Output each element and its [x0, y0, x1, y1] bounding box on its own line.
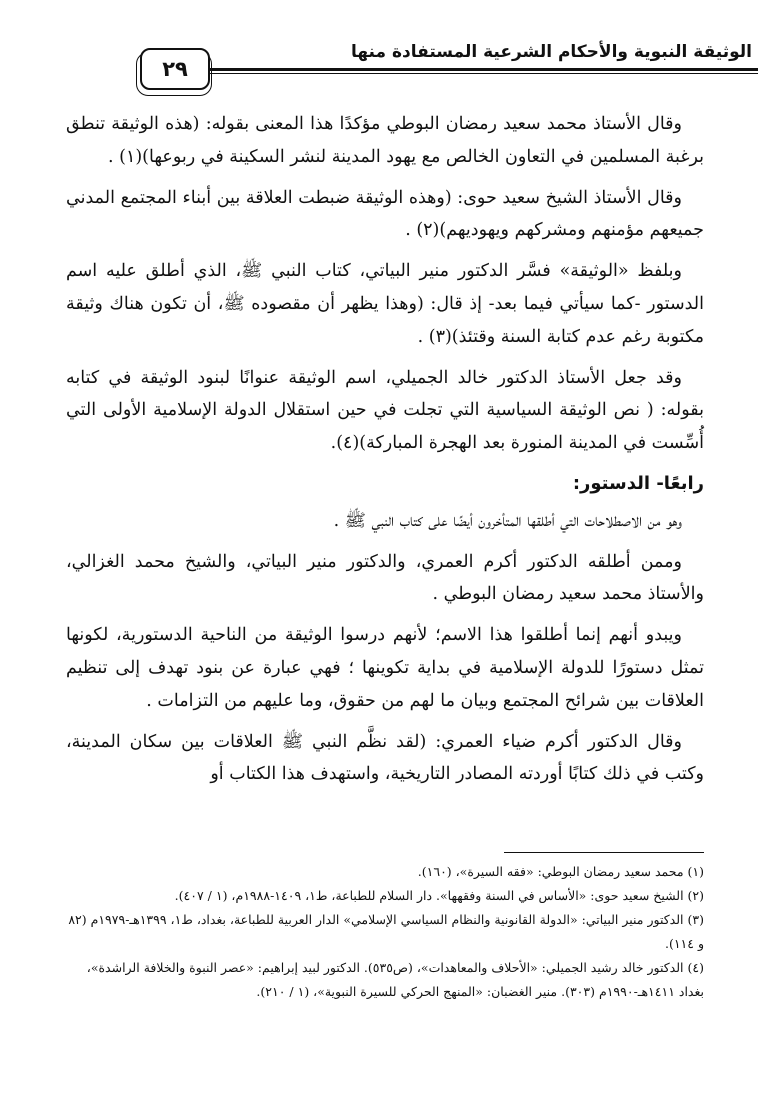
footnote: (٣) الدكتور منير البياتي: «الدولة القانونية والنظام السياسي الإسلامي» الدار العربية للطباعة، بغداد، ط١، ١٣٩٩هـ-١٩٧٩م (٨٢ و ١١٤). — [68, 912, 704, 951]
paragraph: وقال الدكتور أكرم ضياء العمري: (لقد نظَّم النبي ﷺ العلاقات بين سكان المدينة، وكتب في ذلك كتابًا أوردته المصادر التاريخية، واستهدف هذا الكتاب أو — [66, 731, 704, 785]
page-number: ٢٩ — [140, 48, 210, 90]
header-rule-thin — [166, 73, 758, 74]
footnote: (١) محمد سعيد رمضان البوطي: «فقه السيرة»، (١٦٠). — [417, 864, 704, 879]
paragraph: ويبدو أنهم إنما أطلقوا هذا الاسم؛ لأنهم درسوا الوثيقة من الناحية الدستورية، لكونها تمثل دستورًا للدولة الإسلامية في بداية تكوينها ؛ فهي عبارة عن بنود تهدف إلى تنظيم العلاقات بين شرائح المجتمع وبيان ما لهم من حقوق، وما عليهم من التزامات . — [66, 625, 704, 711]
paragraph: وهو من الاصطلاحات التي أطلقها المتأخرون أيضًا على كتاب النبي ﷺ . — [333, 510, 682, 531]
paragraph: وقال الأستاذ محمد سعيد رمضان البوطي مؤكدًا هذا المعنى بقوله: (هذه الوثيقة تنطق برغبة المسلمين في التعاون الخالص مع يهود المدينة لنشر السكينة في ربوعها)(١) . — [66, 114, 704, 167]
paragraph: وقال الأستاذ الشيخ سعيد حوى: (وهذه الوثيقة ضبطت العلاقة بين أبناء المجتمع المدني جميعهم مؤمنهم ومشركهم ويهوديهم)(٢) . — [66, 187, 704, 241]
footnotes — [62, 860, 704, 1004]
page-header — [122, 28, 758, 88]
footnote: (٤) الدكتور خالد رشيد الجميلي: «الأحلاف والمعاهدات»، (ص٥٣٥). الدكتور لبيد إبراهيم: «عصر النبوة والخلافة الراشدة»، بغداد ١٤١١هـ-١٩٩٠م (٣٠٣). منير الغضبان: «المنهج الحركي للسيرة النبوية»، (١ / ٢١٠). — [86, 960, 704, 999]
paragraph: وقد جعل الأستاذ الدكتور خالد الجميلي، اسم الوثيقة عنوانًا لبنود الوثيقة في كتابه بقوله: ( نص الوثيقة السياسية التي تجلت في حين استقلال الدولة الإسلامية الأولى التي أُسِّست في المدينة المنورة بعد الهجرة المباركة)(٤). — [66, 367, 704, 454]
running-title: الوثيقة النبوية والأحكام الشرعية المستفادة منها — [350, 42, 752, 62]
main-text — [66, 108, 704, 799]
paragraph: وبلفظ «الوثيقة» فسَّر الدكتور منير البياتي، كتاب النبي ﷺ، الذي أطلق عليه اسم الدستور -كما سيأتي فيما بعد- إذ قال: (وهذا يظهر أن مقصوده ﷺ، أن تكون هناك وثيقة مكتوبة رغم عدم كتابة السنة وقتئذ)(٣) . — [66, 261, 704, 347]
footnote-separator — [504, 852, 704, 853]
footnote: (٢) الشيخ سعيد حوى: «الأساس في السنة وفقهها». دار السلام للطباعة، ط١، ١٤٠٩-١٩٨٨م، (١ / ٤٠٧). — [174, 888, 704, 903]
section-heading: رابعًا- الدستور: — [572, 472, 704, 494]
header-rule — [166, 68, 758, 71]
paragraph: وممن أطلقه الدكتور أكرم العمري، والدكتور منير البياتي، والشيخ محمد الغزالي، والأستاذ محمد سعيد رمضان البوطي . — [66, 551, 704, 605]
